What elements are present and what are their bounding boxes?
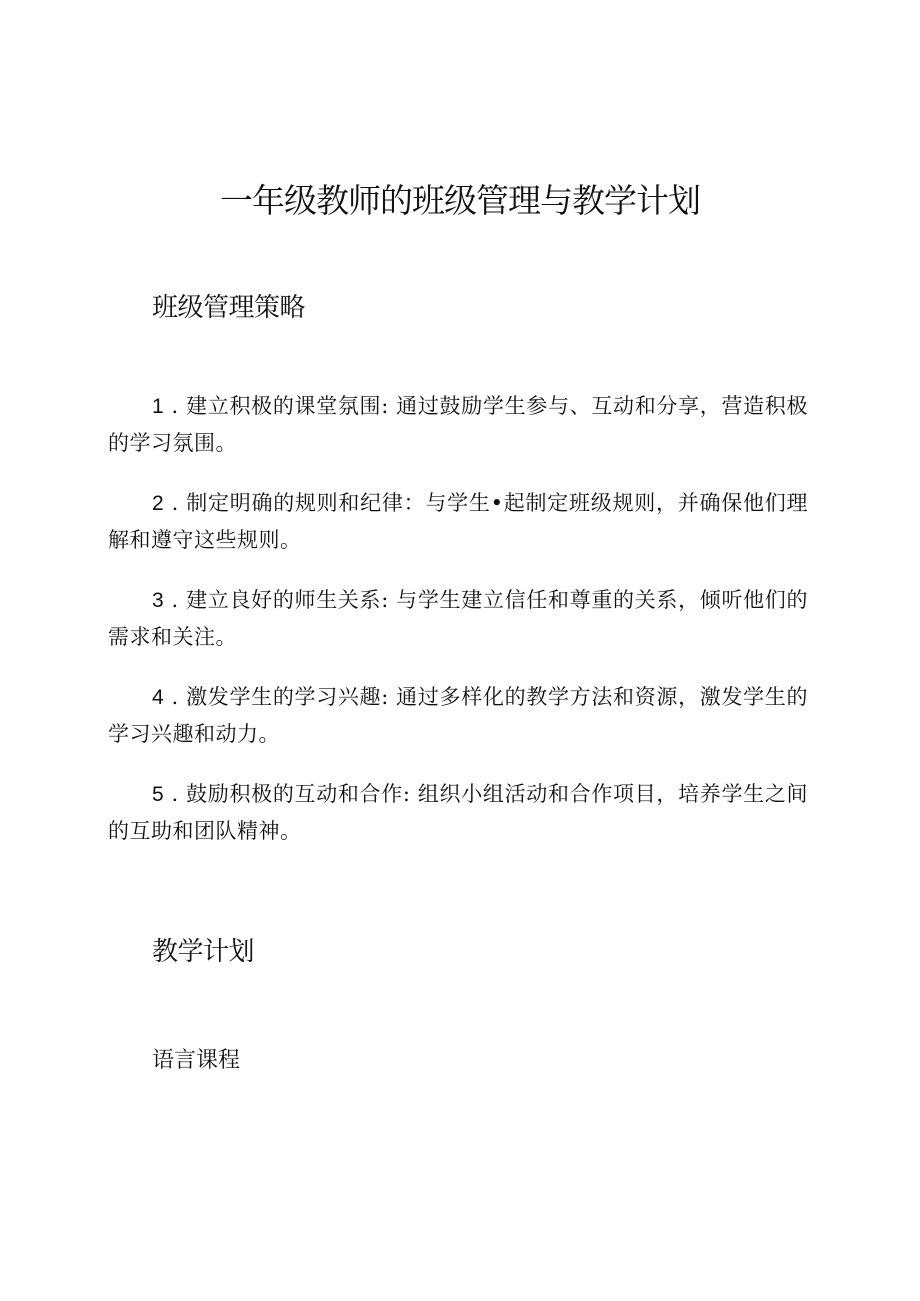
list-item-text: . 制定明确的规则和纪律：与学生•起制定班级规则，并确保他们理解和遵守这些规则。 [108,491,808,552]
document-title: 一年级教师的班级管理与教学计划 [220,181,700,220]
list-item-text: . 建立良好的师生关系: 与学生建立信任和尊重的关系，倾听他们的需求和关注。 [108,588,808,649]
list-item-text: . 激发学生的学习兴趣: 通过多样化的教学方法和资源，激发学生的学习兴趣和动力。 [108,685,808,746]
list-item-text: . 建立积极的课堂氛围: 通过鼓励学生参与、互动和分享，营造积极的学习氛围。 [108,394,808,455]
list-item-number: 3 [152,589,165,612]
strategy-list [108,388,808,873]
list-item-number: 5 [152,783,165,806]
list-item [108,776,808,850]
subheading-language-course: 语言课程 [152,1048,241,1073]
list-item [108,388,808,462]
list-item [108,679,808,753]
list-item [108,485,808,559]
list-item [108,582,808,656]
section-heading-teaching-plan: 教学计划 [152,937,255,967]
section-heading-class-management: 班级管理策略 [152,293,306,323]
list-item-number: 1 [152,395,165,418]
list-item-text: . 鼓励积极的互动和合作: 组织小组活动和合作项目，培养学生之间的互助和团队精神。 [108,782,808,843]
list-item-number: 4 [152,686,165,709]
list-item-number: 2 [152,492,165,515]
